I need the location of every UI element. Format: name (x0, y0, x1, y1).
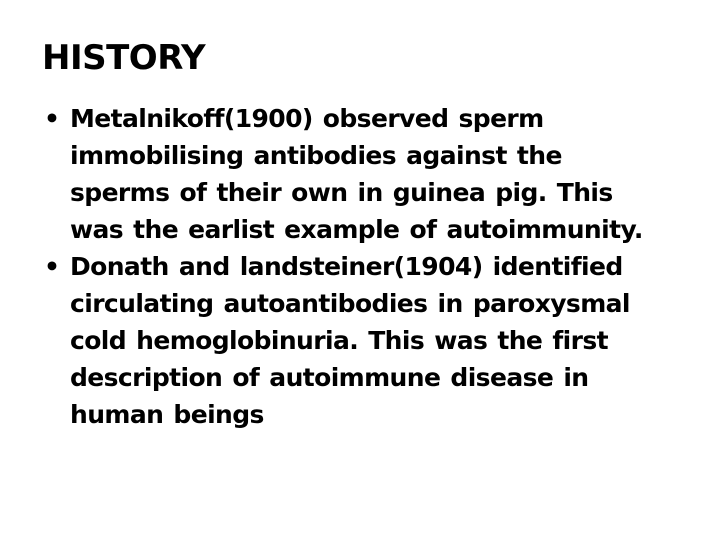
bullet-item-donath-landsteiner (38, 248, 698, 433)
slide-title: HISTORY (42, 38, 206, 78)
bullet-text-line: sperms of their own in guinea pig. This (70, 178, 613, 207)
bullet-text-line: Metalnikoff(1900) observed sperm (70, 104, 544, 133)
bullet-text-line: circulating autoantibodies in paroxysmal (70, 289, 630, 318)
bullet-text-line: Donath and landsteiner(1904) identified (70, 252, 623, 281)
bullet-text-line: was the earlist example of autoimmunity. (70, 215, 643, 244)
bullet-text-line: description of autoimmune disease in (70, 363, 589, 392)
bullet-icon: • (44, 104, 60, 133)
bullet-icon: • (44, 252, 60, 281)
bullet-text-line: cold hemoglobinuria. This was the first (70, 326, 608, 355)
bullet-item-metalnikoff (38, 100, 698, 248)
bullet-text-line: human beings (70, 400, 264, 429)
bullet-text-line: immobilising antibodies against the (70, 141, 562, 170)
bullet-list (38, 100, 698, 433)
